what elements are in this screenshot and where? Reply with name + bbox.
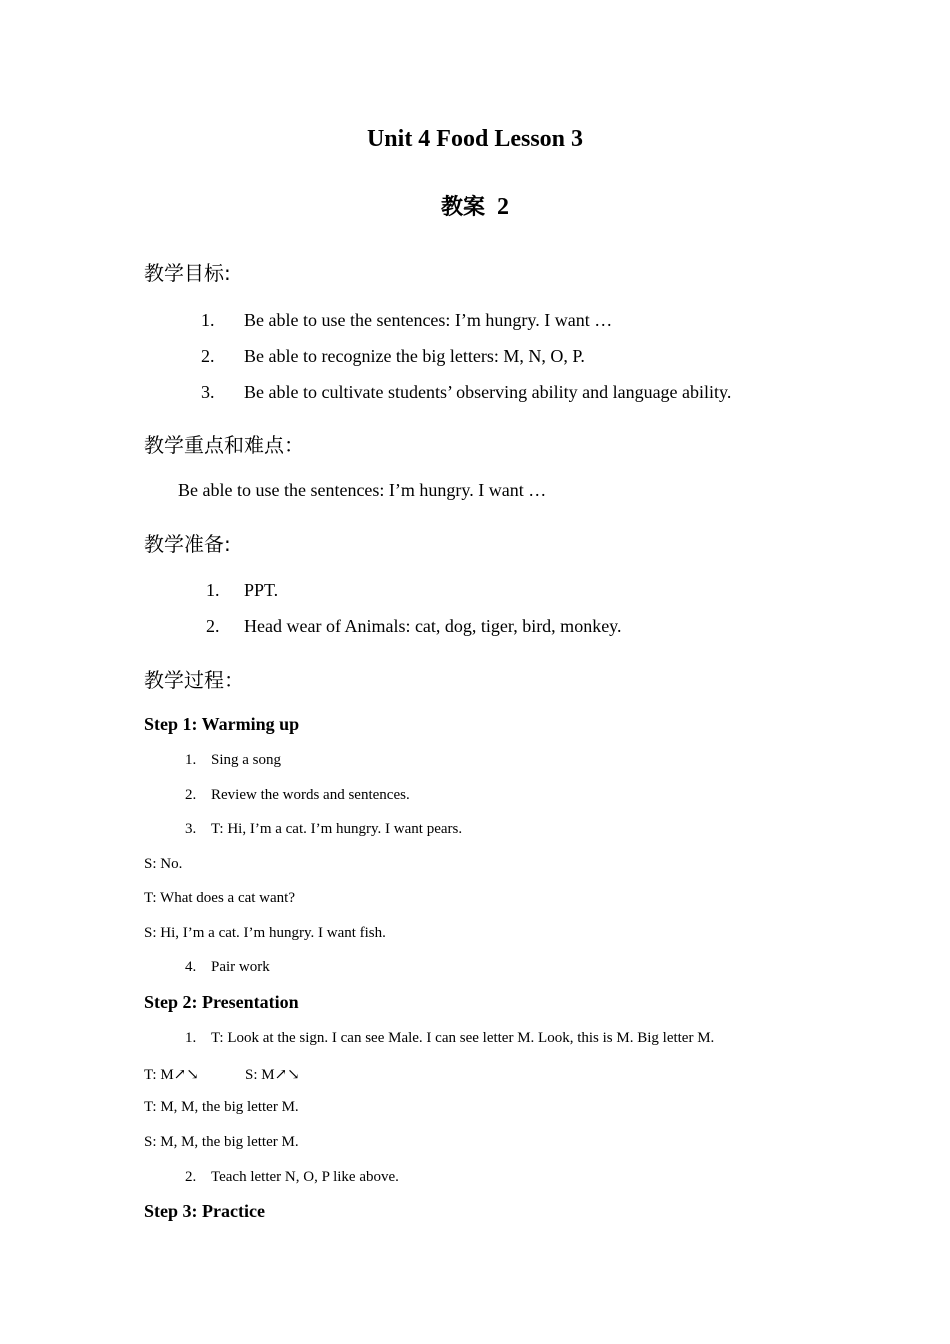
preparation-heading: 教学准备: [144, 532, 231, 556]
step3-title: Step 3: Practice [144, 1201, 265, 1221]
dialogue-line: T: M, M, the big letter M. [144, 1099, 299, 1115]
preparation-number: 2. [206, 616, 220, 636]
objective-number: 1. [201, 310, 215, 330]
key-points-heading: 教学重点和难点： [144, 433, 304, 457]
step1-item-text: T: Hi, I’m a cat. I’m hungry. I want pears. [211, 821, 463, 837]
step2-item-number: 2. [185, 1169, 197, 1185]
step1-item-number: 3. [185, 821, 197, 837]
teacher-tone-line: T: M↗↘ [144, 1067, 199, 1083]
step1-item-number: 4. [185, 959, 197, 975]
process-heading: 教学过程： [144, 668, 244, 692]
document-subtitle [0, 190, 950, 221]
objectives-heading: 教学目标: [144, 261, 231, 285]
step1-item-text: Sing a song [211, 752, 282, 768]
subtitle-cn: 教案 [440, 195, 485, 220]
objective-number: 2. [201, 346, 215, 366]
step1-item-number: 2. [185, 787, 197, 803]
objective-text: Be able to cultivate students’ observing ability and language ability. [244, 382, 732, 402]
document-title: Unit 4 Food Lesson 3 [366, 126, 584, 152]
objective-text: Be able to recognize the big letters: M, N, O, P. [244, 346, 585, 366]
step1-item-number: 1. [185, 752, 197, 768]
step2-item-number: 1. [185, 1030, 197, 1046]
step1-item-text: Review the words and sentences. [211, 787, 410, 803]
dialogue-line: S: No. [144, 856, 183, 872]
step2-item-text: Teach letter N, O, P like above. [211, 1169, 399, 1185]
step2-title: Step 2: Presentation [144, 992, 299, 1012]
objective-number: 3. [201, 382, 215, 402]
dialogue-line: S: Hi, I’m a cat. I’m hungry. I want fish. [144, 925, 386, 941]
step1-title: Step 1: Warming up [144, 714, 300, 734]
dialogue-line: T: What does a cat want? [144, 890, 295, 906]
dialogue-line: S: M, M, the big letter M. [144, 1134, 299, 1150]
key-points-text: Be able to use the sentences: I’m hungry. I want … [178, 480, 547, 500]
subtitle-number: 2 [497, 194, 509, 220]
step2-item-text: T: Look at the sign. I can see Male. I can see letter M. Look, this is M. Big letter M. [211, 1030, 715, 1046]
step1-item-text: Pair work [211, 959, 270, 975]
preparation-text: Head wear of Animals: cat, dog, tiger, bird, monkey. [244, 616, 622, 636]
preparation-text: PPT. [244, 580, 279, 600]
objective-text: Be able to use the sentences: I’m hungry. I want … [244, 310, 613, 330]
student-tone-line: S: M↗↘ [245, 1067, 300, 1083]
preparation-number: 1. [206, 580, 220, 600]
